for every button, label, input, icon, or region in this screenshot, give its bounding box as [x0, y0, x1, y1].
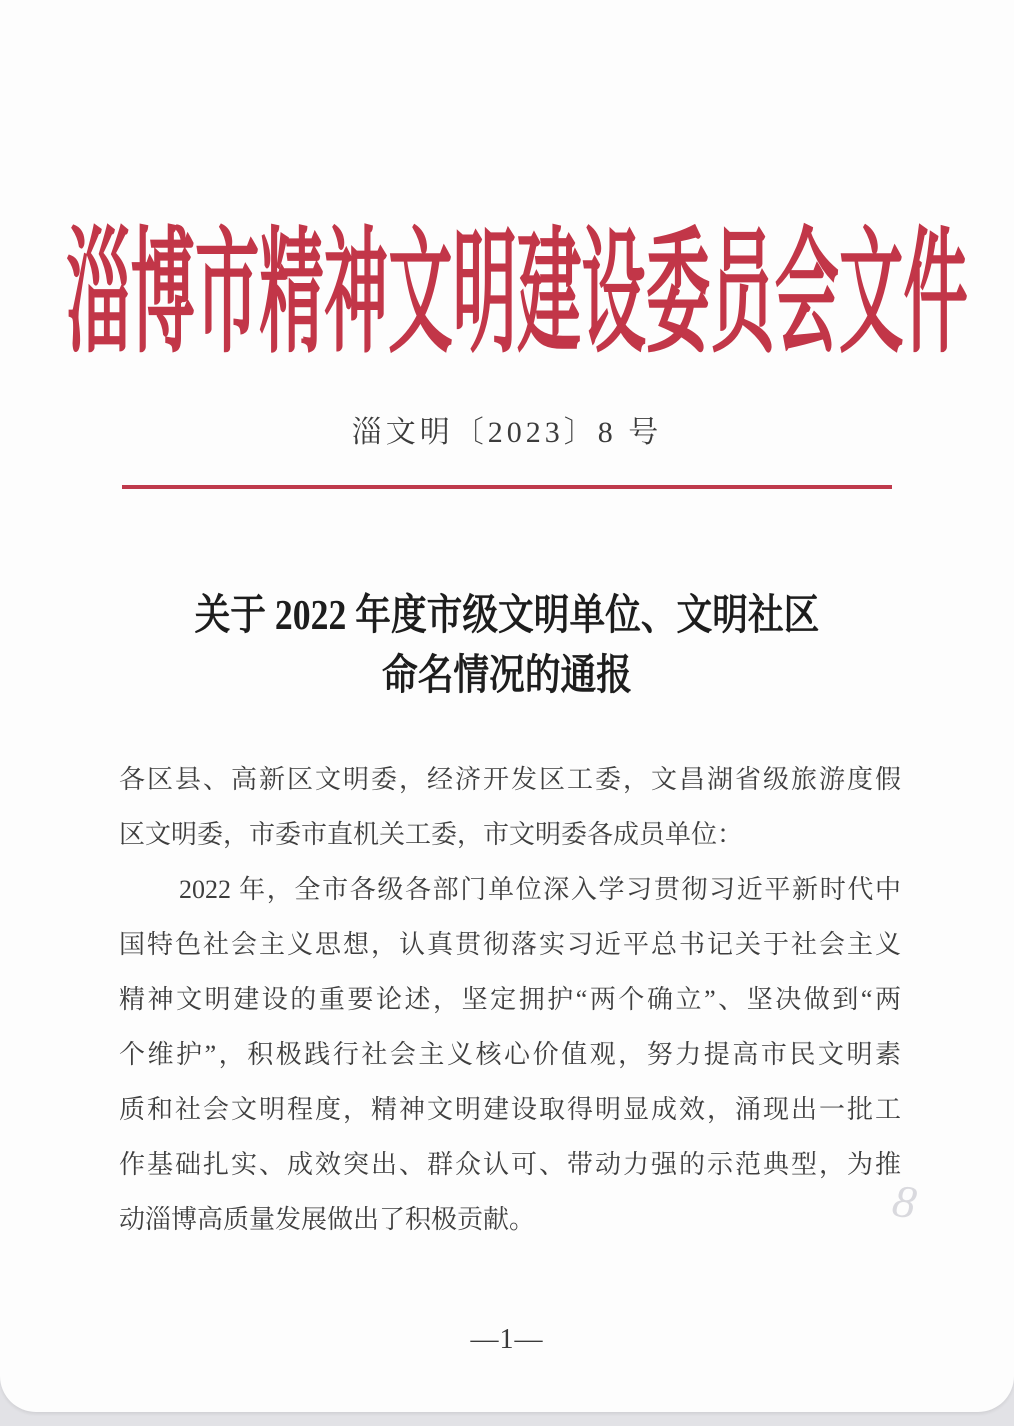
salutation-line: 各区县、高新区文明委，经济开发区工委，文昌湖省级旅游度假: [119, 765, 901, 794]
body-line: 个维护”，积极践行社会主义核心价值观，努力提高市民文明素: [119, 1040, 901, 1069]
issuing-authority-title: 淄博市精神文明建设委员会文件: [66, 219, 968, 370]
red-divider-line: [122, 485, 892, 489]
body-line: 2022 年，全市各级各部门单位深入学习贯彻习近平新时代中: [179, 875, 901, 904]
document-banner: [0, 219, 1014, 370]
page-number: —1—: [470, 1324, 544, 1355]
salutation-line: 区文明委，市委市直机关工委，市文明委各成员单位：: [119, 820, 744, 849]
document-title-line1: 关于 2022 年度市级文明单位、文明社区: [194, 593, 820, 639]
document-title-line2: 命名情况的通报: [382, 653, 632, 699]
document-number: 淄文明〔2023〕8 号: [351, 416, 663, 449]
faint-handwritten-mark: 8: [889, 1174, 920, 1229]
body-line: 动淄博高质量发展做出了积极贡献。: [119, 1205, 536, 1234]
body-line: 作基础扎实、成效突出、群众认可、带动力强的示范典型，为推: [119, 1150, 901, 1179]
body-line: 质和社会文明程度，精神文明建设取得明显成效，涌现出一批工: [119, 1095, 901, 1124]
body-line: 国特色社会主义思想，认真贯彻落实习近平总书记关于社会主义: [119, 930, 901, 959]
document-title: [76, 586, 938, 706]
document-body: [119, 752, 901, 1247]
body-line: 精神文明建设的重要论述，坚定拥护“两个确立”、坚决做到“两: [119, 985, 901, 1014]
